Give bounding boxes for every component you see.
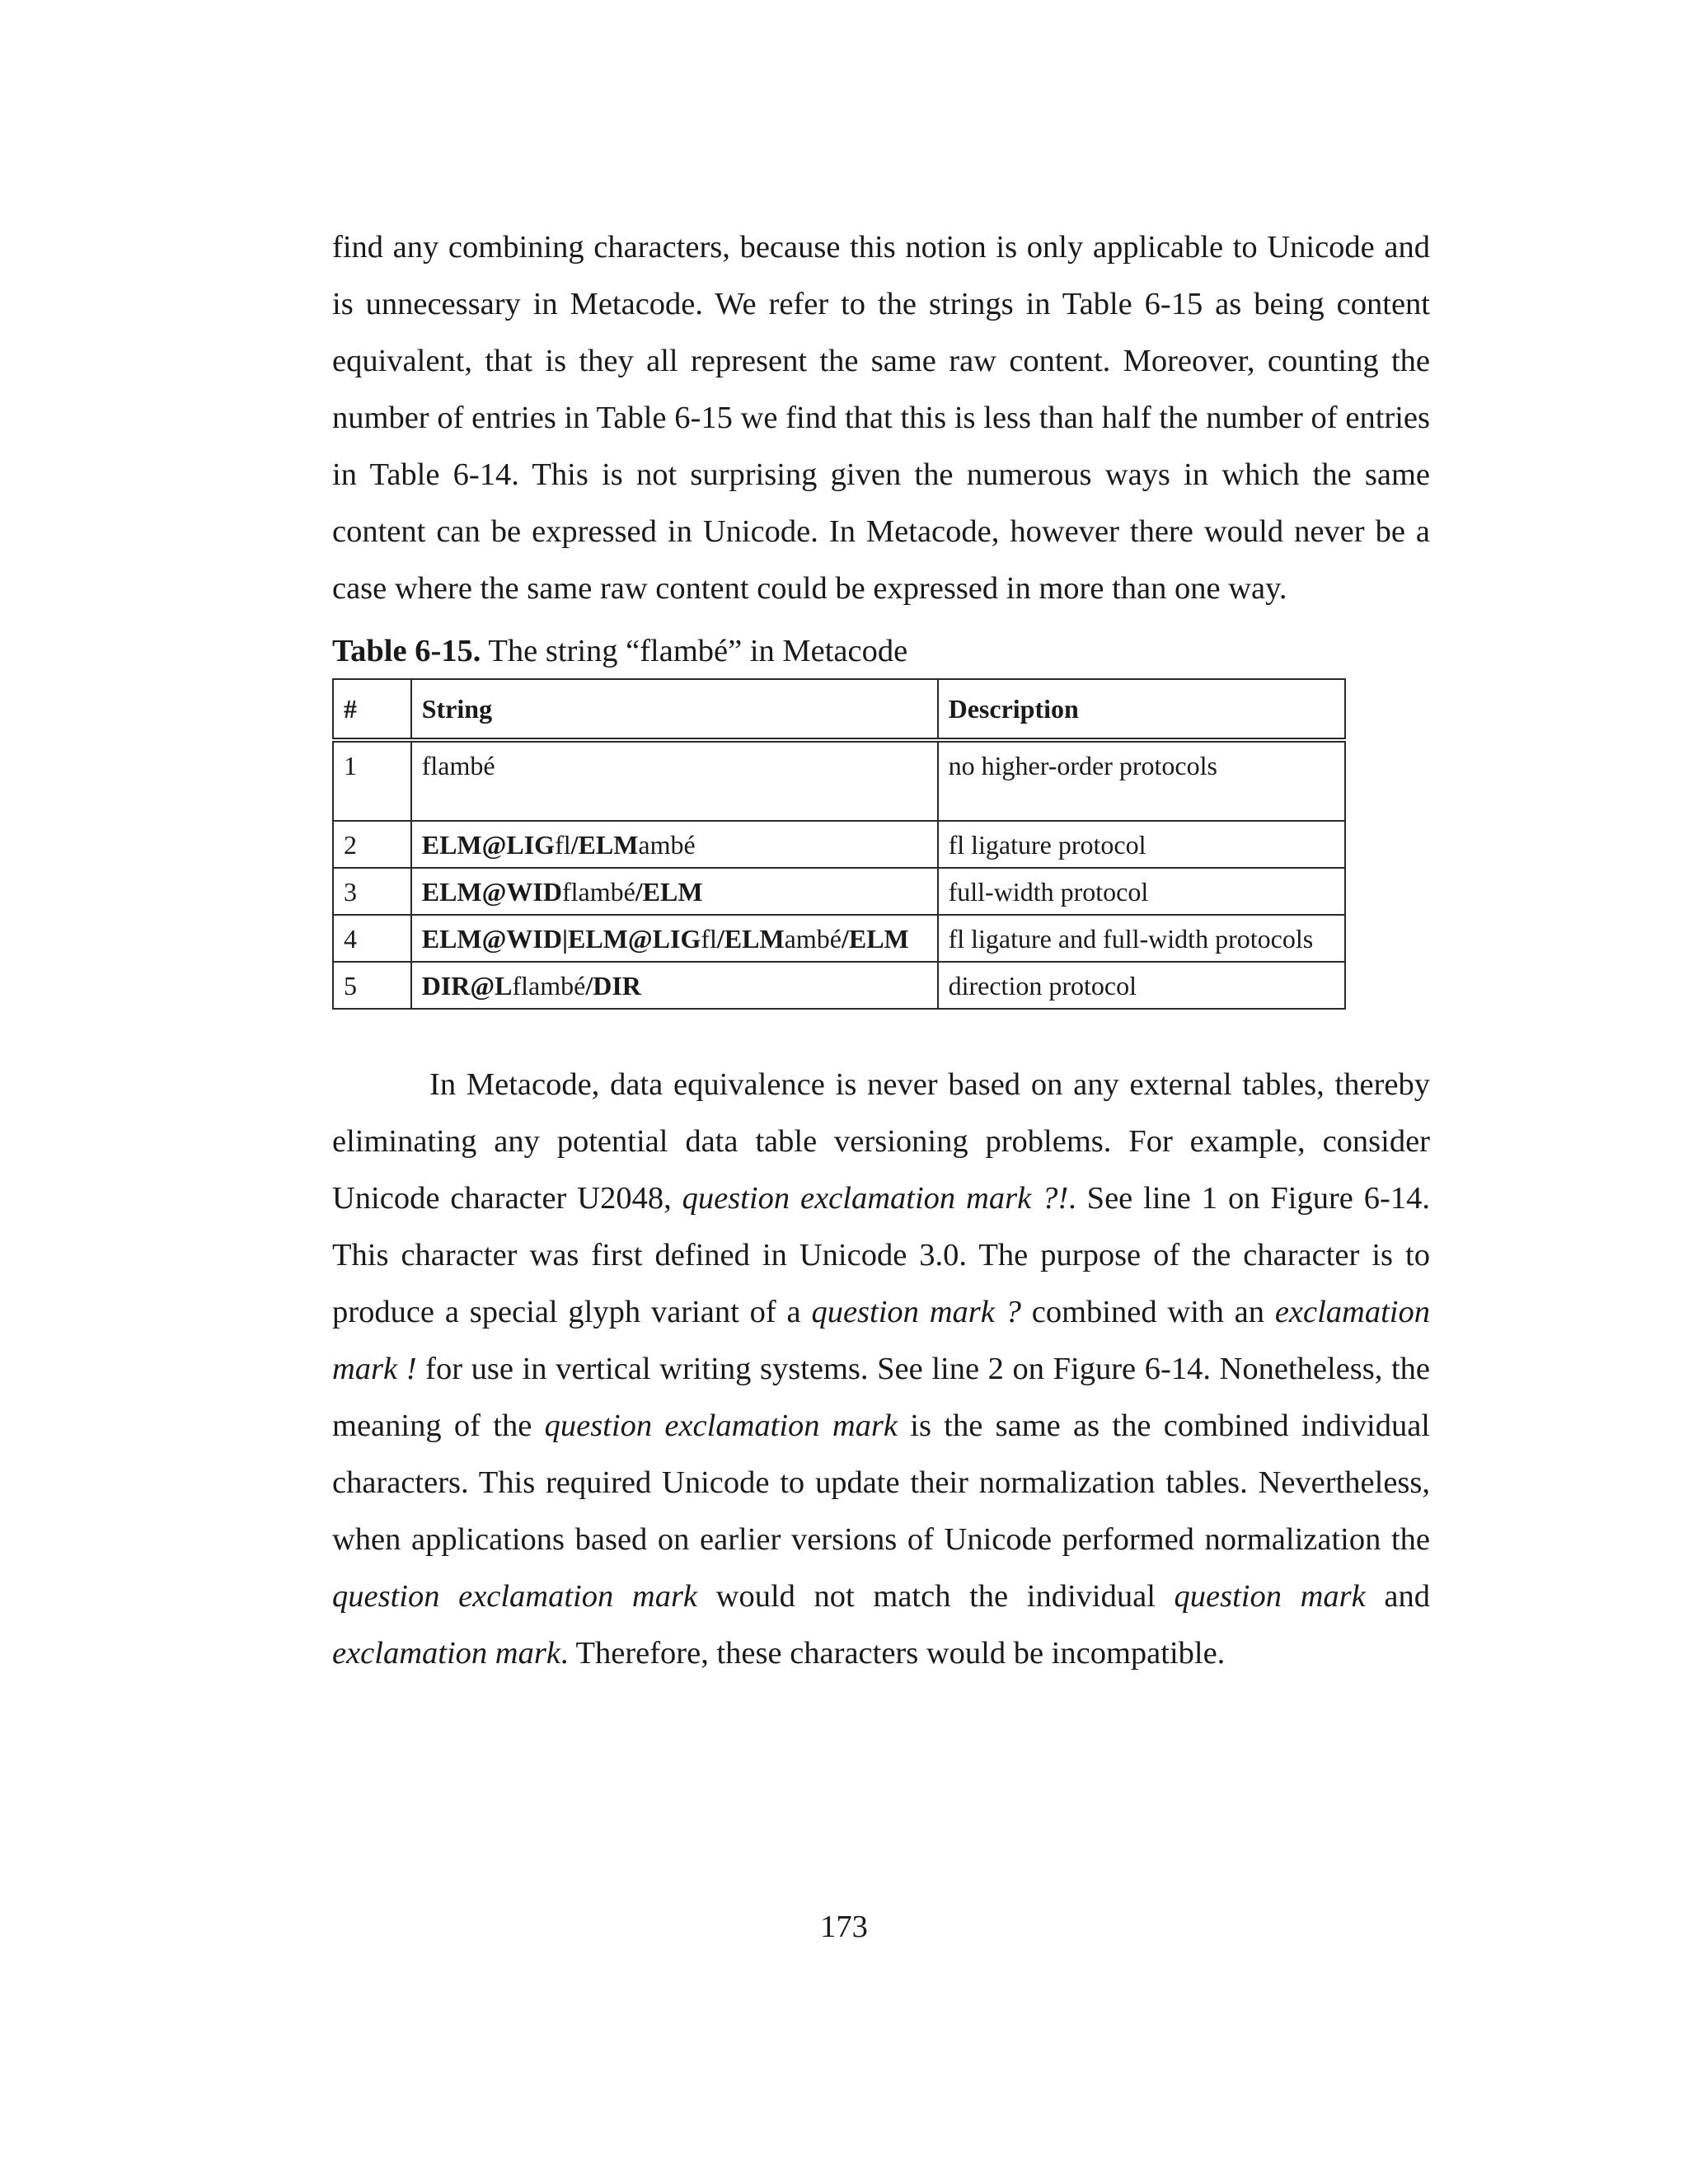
string-part: fl	[701, 924, 717, 954]
text-run: . Therefore, these characters would be incompatible.	[560, 1636, 1226, 1671]
page-number: 173	[820, 1910, 868, 1944]
string-markup: /ELM	[635, 877, 703, 907]
string-markup: /ELM	[841, 924, 909, 954]
row-string	[411, 962, 938, 1009]
row-number: 3	[333, 868, 411, 915]
text-run: and	[1365, 1579, 1430, 1614]
string-markup: /ELM	[570, 830, 639, 860]
row-description: fl ligature and full-width protocols	[938, 915, 1345, 962]
header-number: #	[333, 679, 411, 740]
italic-term: question mark ?	[811, 1295, 1021, 1329]
table-caption-text: The string “flambé” in Metacode	[481, 634, 908, 668]
string-part: flambé	[561, 877, 635, 907]
table-row	[333, 868, 1345, 915]
row-description: no higher-order protocols	[938, 740, 1345, 821]
string-markup: ELM@WID|ELM@LIG	[421, 924, 701, 954]
paragraph-1	[332, 219, 1430, 617]
row-number: 1	[333, 740, 411, 821]
string-markup: ELM@LIG	[421, 830, 556, 860]
table-caption	[332, 628, 907, 674]
row-number: 4	[333, 915, 411, 962]
table-row	[333, 962, 1345, 1009]
header-string: String	[411, 679, 938, 740]
text-run: is the same as the combined individual characters. This required Unicode to update their normalization tables. Nevertheless, when applications based on earlier versions of Unicode performed normalization the	[332, 1408, 1431, 1557]
table-row	[333, 821, 1345, 868]
row-string	[411, 821, 938, 868]
row-string	[411, 868, 938, 915]
text-run: In Metacode, data equivalence is never based on any external tables, thereby eliminating any potential data table versioning problems. For example, consider Unicode character U2048,	[332, 1067, 1430, 1216]
string-part: fl	[555, 830, 571, 860]
string-markup: /ELM	[716, 924, 785, 954]
italic-term: question mark	[1174, 1579, 1366, 1614]
string-part: ambé	[638, 830, 696, 860]
text-run: . See line 1 on Figure 6-14. This character was first defined in Unicode 3.0. The purpose of the character is to produce a special glyph variant of a	[332, 1181, 1430, 1329]
string-markup: /DIR	[585, 971, 641, 1001]
row-string	[411, 915, 938, 962]
italic-term: exclamation mark	[332, 1636, 560, 1671]
row-description: fl ligature protocol	[938, 821, 1345, 868]
row-number: 5	[333, 962, 411, 1009]
row-number: 2	[333, 821, 411, 868]
table-caption-label: Table 6-15.	[332, 634, 481, 668]
header-description: Description	[938, 679, 1345, 740]
text-run: for use in vertical writing systems. See line 2 on Figure 6-14. Nonetheless, the meaning of the	[332, 1352, 1430, 1443]
text-run: combined with an	[1020, 1295, 1275, 1329]
text-run: would not match the individual	[697, 1579, 1175, 1614]
italic-term: question exclamation mark	[544, 1408, 898, 1443]
row-description: direction protocol	[938, 962, 1345, 1009]
string-part: flambé	[512, 971, 586, 1001]
string-markup: ELM@WID	[421, 877, 562, 907]
string-part: flambé	[421, 751, 495, 780]
paragraph-1-text: find any combining characters, because this notion is only applicable to Unicode and is unnecessary in Metacode. We refer to the strings in Table 6-15 as being content equivalent, that is they all represent the same raw content. Moreover, counting the number of entries in Table 6-15 we find that this is less than half the number of entries in Table 6-14. This is not surprising given the numerous ways in which the same content can be expressed in Unicode. In Metacode, however there would never be a case where the same raw content could be expressed in more than one way.	[332, 230, 1430, 606]
italic-term: question exclamation mark ?!	[682, 1181, 1069, 1216]
paragraph-2	[332, 1057, 1430, 1682]
row-description: full-width protocol	[938, 868, 1345, 915]
table-header-row	[333, 679, 1345, 740]
paragraph-2-text	[332, 1057, 1430, 1682]
italic-term: question exclamation mark	[332, 1579, 698, 1614]
string-part: ambé	[784, 924, 842, 954]
row-string	[411, 740, 938, 821]
table-row	[333, 915, 1345, 962]
italic-term: exclamation mark !	[332, 1295, 1430, 1386]
string-markup: DIR@L	[421, 971, 513, 1001]
table-row	[333, 740, 1345, 821]
flambe-table	[332, 678, 1346, 1010]
